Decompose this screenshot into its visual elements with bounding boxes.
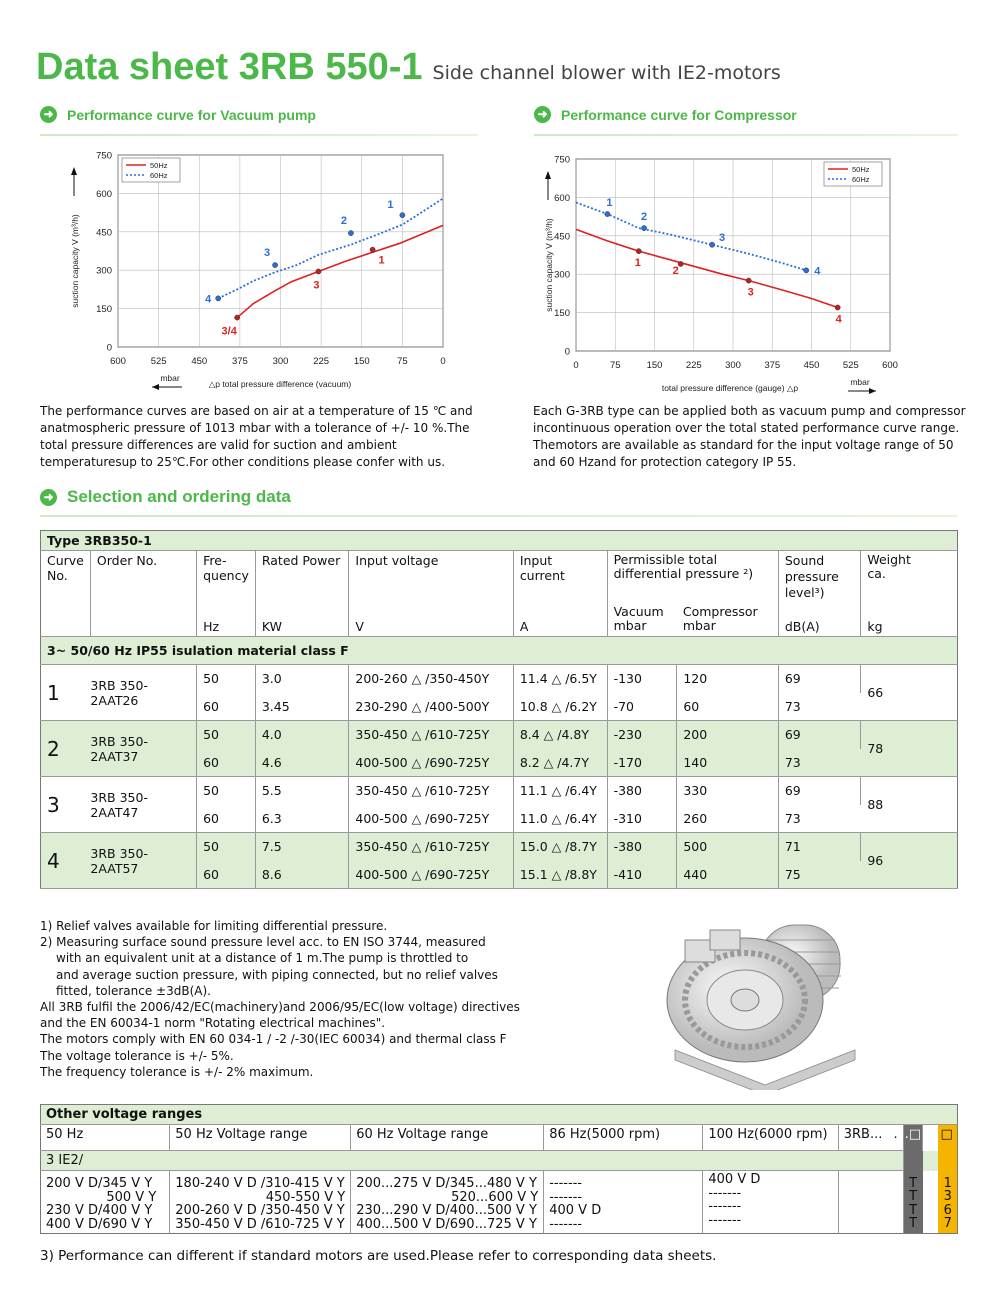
data-point bbox=[709, 242, 714, 247]
weight: 66 bbox=[867, 685, 884, 700]
divider bbox=[40, 134, 478, 136]
data-point bbox=[746, 278, 751, 283]
legend-label: 60Hz bbox=[852, 175, 870, 184]
header-curve: Curve No. bbox=[41, 551, 91, 604]
x-tick-label: 525 bbox=[842, 360, 859, 371]
y-tick-label: 150 bbox=[554, 308, 570, 320]
data-point bbox=[216, 296, 221, 301]
point-label: 3 bbox=[747, 286, 754, 299]
x-unit-label: mbar bbox=[850, 377, 870, 387]
x-tick-label: 225 bbox=[313, 356, 330, 367]
y-arrow-head bbox=[71, 167, 77, 175]
x-arrow-head bbox=[152, 384, 159, 390]
x-tick-label: 375 bbox=[231, 356, 248, 367]
curve-no: 3 bbox=[47, 792, 60, 817]
weight: 96 bbox=[867, 853, 884, 868]
point-label: 2 bbox=[672, 264, 679, 277]
data-point bbox=[804, 268, 809, 273]
other-heading: Other voltage ranges bbox=[41, 1105, 958, 1125]
y-axis-label: suction capacity V (m³/h) bbox=[70, 214, 80, 308]
point-label: 1 bbox=[387, 199, 394, 212]
data-point bbox=[641, 226, 646, 231]
type-label: Type 3RB350-1 bbox=[41, 531, 958, 551]
blower-image bbox=[655, 900, 865, 1090]
table-row: 1 3RB 350-2AAT26 50 3.0 200-260 △ /350-450Y 11.4 △ /6.5Y -130 120 69 66 bbox=[41, 665, 958, 693]
title-sub: Side channel blower with IE2-motors bbox=[432, 62, 781, 84]
y-tick-label: 0 bbox=[106, 342, 112, 354]
x-tick-label: 375 bbox=[764, 360, 781, 371]
compressor-text: Each G-3RB type can be applied both as vacuum pump and compressor incontinuous operation over the total stated performance curve range. Themotors are available as standard for the input voltage range of 50 and 60 Hzand for protection category IP 55. bbox=[533, 404, 966, 469]
x-axis-label: total pressure difference (gauge) △p bbox=[661, 383, 799, 393]
selection-table: Type 3RB350-1 Curve No. Order No. Fre- quency Rated Power Input voltage Input current Permissible total differential pressure ²) Sound pressure level³) Weight ca. Hz KW V A Vacuum mbar Compressor mbar dB(A) kg 3~ 50/60 Hz IP55 isulation material class F 1 3RB 350-2AAT26 50 3.0 200-260 △ /350-450Y 11.4 △ /6.5Y -130 120 69 66 60 3.45 230-290 △ /400-500Y 10.8 △ /6.2Y -70 60 73 2 3RB 350-2AAT37 50 4.0 350-450 △ /610-725Y 8.4 △ /4.8Y -230 200 69 78 60 4.6 400-500 △ /690-725Y 8.2 △ /4.7Y -170 140 73 3 3RB 350-2AAT47 50 5.5 350-450 △ /610-725Y 11.1 △ /6.4Y -380 330 69 88 60 6.3 400-500 △ /690-725Y 11.0 △ /6.4Y -310 260 73 4 3RB 350-2AAT57 50 7.5 350-450 △ /610-725Y 15.0 △ /8.7Y -380 500 71 96 60 8.6 400-500 △ /690-725Y 15.1 △ /8.8Y -410 440 75 bbox=[40, 530, 958, 889]
table-row: 60 3.45 230-290 △ /400-500Y 10.8 △ /6.2Y -70 60 73 bbox=[41, 693, 958, 721]
header-frequency: Fre- quency bbox=[197, 551, 256, 604]
table-row: 60 4.6 400-500 △ /690-725Y 8.2 △ /4.7Y -170 140 73 bbox=[41, 749, 958, 777]
title-main: Data sheet 3RB 550-1 bbox=[36, 46, 423, 88]
x-tick-label: 75 bbox=[609, 360, 621, 371]
order-no: 3RB 350-2AAT57 bbox=[90, 833, 196, 889]
data-point bbox=[235, 315, 240, 320]
notes: 1) Relief valves available for limiting differential pressure. 2) Measuring surface sound pressure level acc. to EN ISO 3744, measured with an equivalent unit at a distance of 1 m.The pump is throttled to and average suction pressure, with piping connected, but no relief valves fitted, tolerance ±3dB(A). All 3RB fulfil the 2006/42/EC(machinery)and 2006/95/EC(low voltage) directives and the EN 60034-1 norm "Rotating electrical machines". The motors comply with EN 60 034-1 / -2 /-30(IEC 60034) and thermal class F The voltage tolerance is +/- 5%. The frequency tolerance is +/- 2% maximum. bbox=[40, 919, 520, 1079]
table-row: 4 3RB 350-2AAT57 50 7.5 350-450 △ /610-725Y 15.0 △ /8.7Y -380 500 71 96 bbox=[41, 833, 958, 861]
x-tick-label: 300 bbox=[725, 360, 741, 371]
data-point bbox=[678, 261, 683, 266]
point-label: 3 bbox=[719, 231, 726, 244]
x-tick-label: 450 bbox=[803, 360, 820, 371]
vacuum-heading: ➜ Performance curve for Vacuum pump bbox=[40, 106, 316, 123]
table-row: 60 8.6 400-500 △ /690-725Y 15.1 △ /8.8Y -410 440 75 bbox=[41, 861, 958, 889]
y-tick-label: 450 bbox=[554, 231, 570, 243]
vacuum-chart bbox=[60, 146, 470, 396]
curve-no: 1 bbox=[47, 680, 60, 705]
x-axis-label: △p total pressure difference (vacuum) bbox=[208, 379, 352, 389]
selection-heading: ➜ Selection and ordering data bbox=[40, 487, 291, 507]
y-tick-label: 450 bbox=[96, 227, 112, 239]
header-pressure: Permissible total differential pressure ²) bbox=[607, 551, 778, 604]
table-row: 3 3RB 350-2AAT47 50 5.5 350-450 △ /610-725Y 11.1 △ /6.4Y -380 330 69 88 bbox=[41, 777, 958, 805]
data-point bbox=[636, 249, 641, 254]
header-order: Order No. bbox=[90, 551, 196, 604]
y-tick-label: 600 bbox=[554, 192, 570, 204]
point-label: 2 bbox=[640, 211, 648, 224]
y-tick-label: 300 bbox=[554, 269, 570, 281]
legend-label: 50Hz bbox=[852, 165, 870, 174]
x-tick-label: 600 bbox=[110, 356, 126, 367]
class-label: 3~ 50/60 Hz IP55 isulation material class F bbox=[41, 637, 958, 665]
x-tick-label: 150 bbox=[646, 360, 663, 371]
x-tick-label: 150 bbox=[353, 356, 370, 367]
compressor-heading: ➜ Performance curve for Compressor bbox=[534, 106, 797, 123]
header-power: Rated Power bbox=[255, 551, 349, 604]
x-tick-label: 450 bbox=[191, 356, 208, 367]
x-tick-label: 75 bbox=[397, 356, 408, 367]
point-label: 3/4 bbox=[221, 325, 237, 338]
header-voltage: Input voltage bbox=[349, 551, 513, 604]
y-tick-label: 750 bbox=[96, 150, 112, 162]
divider bbox=[40, 515, 958, 517]
header-weight: Weight ca. bbox=[867, 552, 911, 581]
other-group: 3 IE2/ bbox=[41, 1151, 904, 1171]
x-tick-label: 0 bbox=[573, 360, 579, 371]
point-label: 3 bbox=[264, 247, 271, 260]
page-title bbox=[36, 46, 781, 89]
point-label: 2 bbox=[340, 215, 347, 228]
data-point bbox=[835, 305, 840, 310]
table-row: 2 3RB 350-2AAT37 50 4.0 350-450 △ /610-725Y 8.4 △ /4.8Y -230 200 69 78 bbox=[41, 721, 958, 749]
data-point bbox=[272, 262, 277, 267]
curve-no: 4 bbox=[47, 848, 60, 873]
curve-no: 2 bbox=[47, 736, 60, 761]
y-tick-label: 600 bbox=[96, 188, 112, 200]
point-label: 4 bbox=[205, 293, 212, 306]
x-unit-label: mbar bbox=[160, 373, 180, 383]
arrow-right-icon: ➜ bbox=[534, 106, 551, 123]
data-point bbox=[348, 230, 353, 235]
header-current: Input current bbox=[513, 551, 607, 604]
order-no: 3RB 350-2AAT26 bbox=[90, 665, 196, 721]
x-arrow-head bbox=[869, 388, 876, 394]
y-arrow-head bbox=[545, 171, 551, 179]
other-voltage-table: Other voltage ranges 50 Hz 50 Hz Voltage range 60 Hz Voltage range 86 Hz(5000 rpm) 100 Hz(6000 rpm) 3RB... . .□ □ 3 IE2/ 200 V D/345 V Y 500 V Y 230 V D/400 V Y 400 V D/690 V Y 180-240 V D /310-415 V Y 450-550 V Y 200-260 V D /350-450 V Y 350-450 V D /610-725 V Y 200...275 V D/345...480 V Y 520...600 V Y 230...290 V D/400...500 V Y 400...500 V D/690...725 V Y ------- ------- 400 V D ------- 400 V D ------- ------- ------- T T T T 1 3 6 7 bbox=[40, 1104, 958, 1234]
y-tick-label: 750 bbox=[554, 154, 570, 166]
point-label: 4 bbox=[835, 313, 842, 326]
table-row: 60 6.3 400-500 △ /690-725Y 11.0 △ /6.4Y -310 260 73 bbox=[41, 805, 958, 833]
x-tick-label: 0 bbox=[440, 356, 446, 367]
arrow-right-icon: ➜ bbox=[40, 106, 57, 123]
header-sound: Sound pressure level³) bbox=[778, 551, 860, 604]
x-tick-label: 525 bbox=[150, 356, 167, 367]
point-label: 1 bbox=[378, 254, 385, 267]
point-label: 1 bbox=[634, 257, 641, 270]
point-label: 3 bbox=[313, 279, 320, 292]
order-no: 3RB 350-2AAT37 bbox=[90, 721, 196, 777]
legend-label: 60Hz bbox=[150, 171, 168, 180]
y-tick-label: 300 bbox=[96, 265, 112, 277]
footnote: 3) Performance can different if standard motors are used.Please refer to corresponding data sheets. bbox=[40, 1248, 717, 1264]
point-label: 4 bbox=[814, 265, 821, 278]
y-axis-label: suction capacity V (m³/h) bbox=[544, 218, 554, 312]
data-point bbox=[370, 247, 375, 252]
vacuum-text: The performance curves are based on air at a temperature of 15 ℃ and anatmospheric pressure of 1013 mbar with a tolerance of +/- 10 %.The total pressure differences are valid for suction and ambient temperaturesup to 25℃.For other conditions please confer with us. bbox=[40, 404, 473, 469]
legend-label: 50Hz bbox=[150, 161, 168, 170]
data-point bbox=[605, 211, 610, 216]
data-point bbox=[400, 213, 405, 218]
y-tick-label: 0 bbox=[564, 346, 570, 358]
arrow-right-icon: ➜ bbox=[40, 489, 57, 506]
divider bbox=[534, 134, 958, 136]
compressor-chart bbox=[530, 146, 960, 401]
weight: 88 bbox=[867, 797, 884, 812]
point-label: 1 bbox=[606, 197, 613, 210]
x-tick-label: 225 bbox=[685, 360, 702, 371]
x-tick-label: 600 bbox=[882, 360, 898, 371]
data-point bbox=[316, 269, 321, 274]
weight: 78 bbox=[867, 741, 884, 756]
y-tick-label: 150 bbox=[96, 304, 112, 316]
x-tick-label: 300 bbox=[272, 356, 289, 367]
order-no: 3RB 350-2AAT47 bbox=[90, 777, 196, 833]
